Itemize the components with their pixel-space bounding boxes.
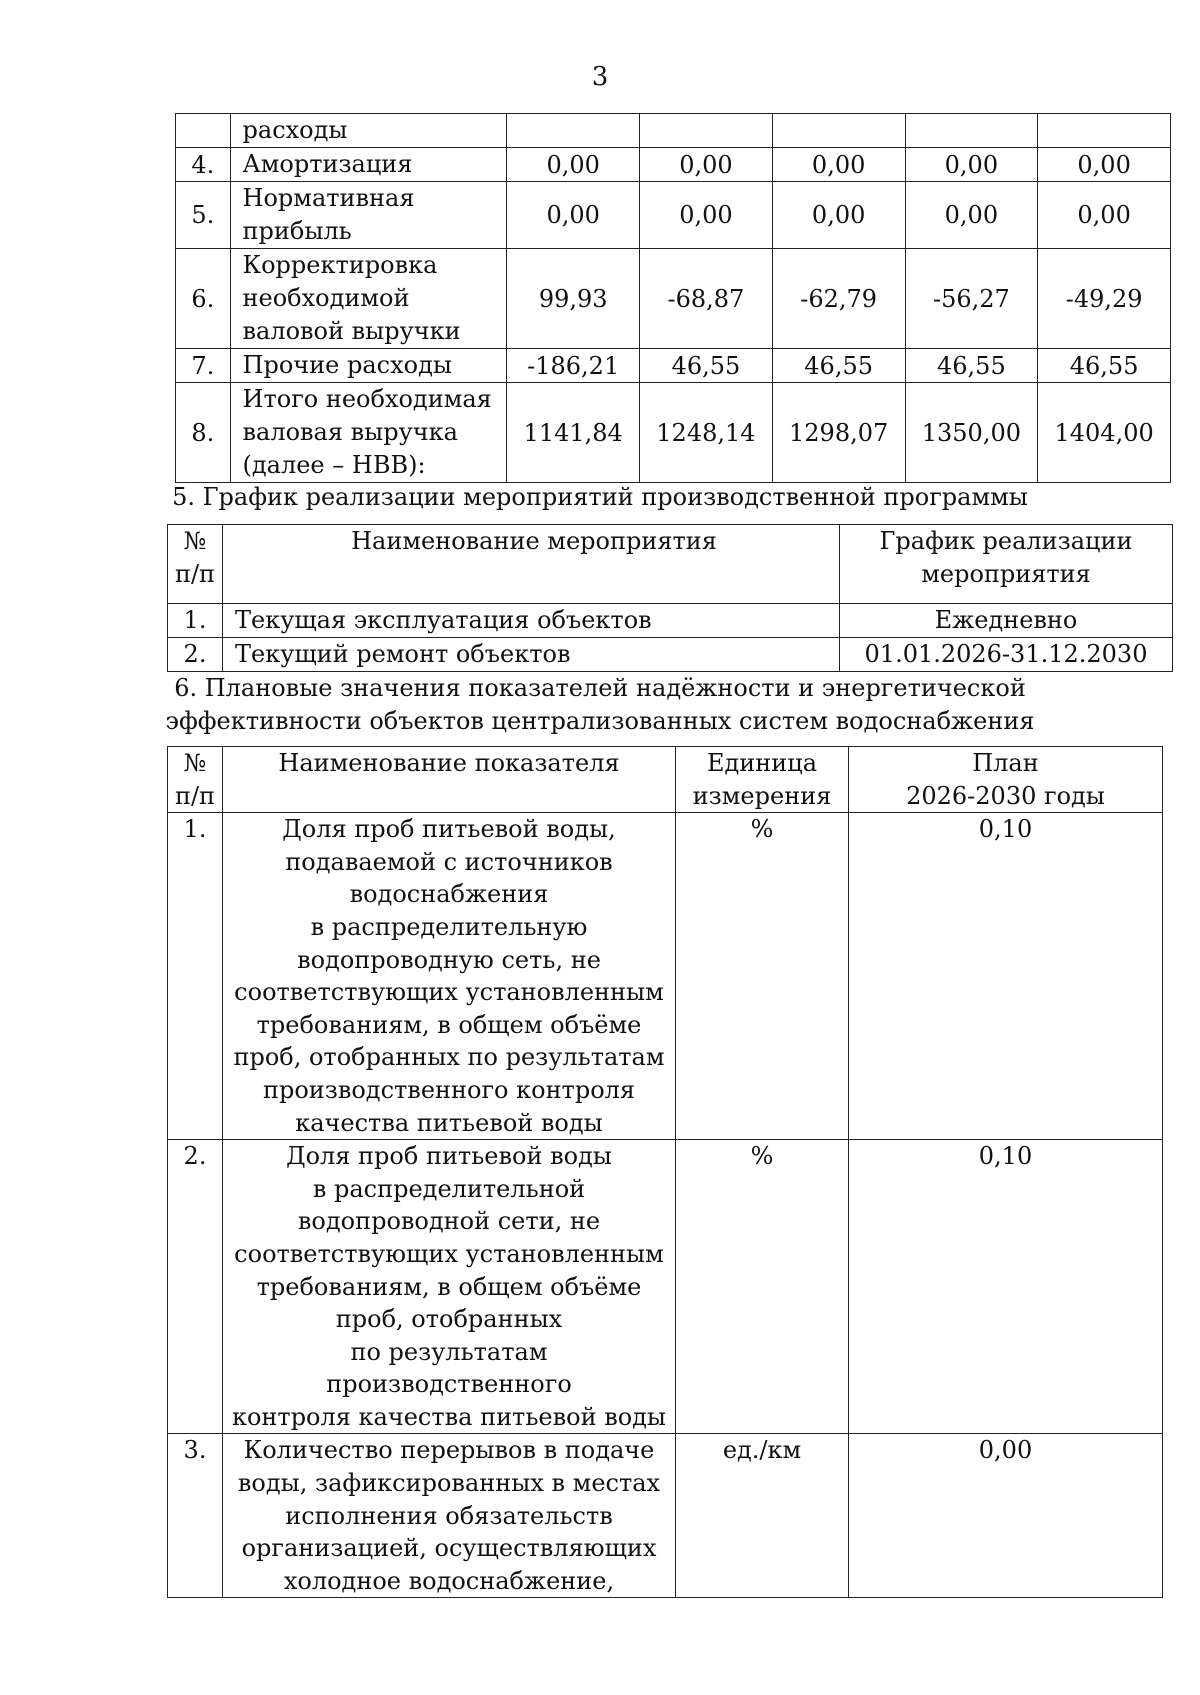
row-indicator-line: качества питьевой воды xyxy=(295,1108,603,1137)
row-value: 0,00 xyxy=(905,148,1038,182)
row-value: 99,93 xyxy=(507,249,640,349)
row-value: 0,00 xyxy=(1038,148,1171,182)
row-plan-value: 0,10 xyxy=(849,813,1163,1140)
row-unit: ед./км xyxy=(676,1434,849,1598)
table-row xyxy=(176,114,1171,148)
row-value: -49,29 xyxy=(1038,249,1171,349)
indicators-header-row xyxy=(168,747,1163,813)
header-plan xyxy=(849,747,1163,813)
section6-title-line: эффективности объектов централизованных систем водоснабжения xyxy=(165,707,1035,735)
row-name-line: необходимой xyxy=(242,284,410,312)
header-num-line: № xyxy=(183,527,207,555)
row-value: -62,79 xyxy=(772,249,905,349)
header-schedule-line: График реализации xyxy=(879,527,1133,555)
schedule-table xyxy=(167,524,1173,672)
row-indicator-line: холодное водоснабжение, xyxy=(283,1566,615,1595)
row-name-line: прибыль xyxy=(242,217,352,245)
row-value: 46,55 xyxy=(905,349,1038,383)
header-num-line: п/п xyxy=(174,560,216,588)
row-name-line: валовая выручка xyxy=(242,418,458,446)
row-value: 0,00 xyxy=(640,182,773,249)
header-num xyxy=(168,525,223,604)
row-value: 46,55 xyxy=(772,349,905,383)
table-row xyxy=(168,813,1163,1140)
header-num-line: п/п xyxy=(174,781,216,810)
row-name-line: валовой выручки xyxy=(242,317,461,345)
row-value: 1141,84 xyxy=(507,383,640,483)
row-indicator-line: соответствующих установленным xyxy=(234,1239,664,1268)
row-indicator-line: Доля проб питьевой воды xyxy=(286,1142,612,1171)
table-row xyxy=(176,148,1171,182)
row-indicator-line: подаваемой с источников xyxy=(285,847,613,876)
row-indicator-line: по результатам производственного xyxy=(326,1337,572,1399)
header-num-line: № xyxy=(183,749,207,777)
header-num xyxy=(168,747,223,813)
row-indicator-line: Доля проб питьевой воды, xyxy=(282,815,616,844)
row-name-line: Корректировка xyxy=(242,251,438,279)
header-unit xyxy=(676,747,849,813)
row-name xyxy=(230,249,507,349)
indicators-table xyxy=(167,746,1163,1598)
header-indicator-name: Наименование показателя xyxy=(223,747,676,813)
row-schedule: Ежедневно xyxy=(840,604,1173,638)
row-unit: % xyxy=(676,813,849,1140)
row-name xyxy=(230,114,507,148)
row-num: 7. xyxy=(176,349,231,383)
row-indicator-line: в распределительную xyxy=(310,912,588,941)
page-number: 3 xyxy=(591,62,609,92)
row-num: 3. xyxy=(168,1434,223,1598)
row-value: 0,00 xyxy=(1038,182,1171,249)
row-indicator-line: Количество перерывов в подаче xyxy=(243,1436,655,1465)
row-name xyxy=(230,182,507,249)
row-name xyxy=(230,349,507,383)
row-indicator-line: контроля качества питьевой воды xyxy=(231,1402,667,1431)
table-row xyxy=(176,349,1171,383)
row-name-line: Амортизация xyxy=(242,150,413,178)
row-name xyxy=(230,383,507,483)
row-indicator-line: исполнения обязательств xyxy=(285,1501,613,1530)
header-event-name: Наименование мероприятия xyxy=(223,525,840,604)
row-value xyxy=(905,114,1038,148)
row-name-line: Прочие расходы xyxy=(242,351,452,379)
row-value: 46,55 xyxy=(640,349,773,383)
finance-table xyxy=(175,113,1171,483)
row-indicator-name xyxy=(223,1140,676,1434)
header-unit-line: Единица xyxy=(706,749,818,777)
row-value: 0,00 xyxy=(772,148,905,182)
schedule-header-row xyxy=(168,525,1173,604)
header-plan-line: 2026-2030 годы xyxy=(906,781,1105,810)
row-event-name: Текущий ремонт объектов xyxy=(223,638,840,672)
row-value: 0,00 xyxy=(507,148,640,182)
row-schedule: 01.01.2026-31.12.2030 xyxy=(840,638,1173,672)
table-row xyxy=(168,1140,1163,1434)
row-indicator-name xyxy=(223,1434,676,1598)
row-indicator-line: требованиям, в общем объёме xyxy=(256,1272,642,1301)
table-row xyxy=(176,249,1171,349)
row-name-line: (далее – НВВ): xyxy=(242,451,426,479)
row-num: 6. xyxy=(176,249,231,349)
row-indicator-line: водоснабжения xyxy=(349,880,549,909)
row-indicator-line: проб, отобранных xyxy=(335,1305,563,1334)
row-indicator-line: водопроводную сеть, не xyxy=(297,945,601,974)
row-unit: % xyxy=(676,1140,849,1434)
row-value: 1248,14 xyxy=(640,383,773,483)
row-value xyxy=(640,114,773,148)
row-value: 0,00 xyxy=(772,182,905,249)
row-value: 0,00 xyxy=(507,182,640,249)
row-num: 8. xyxy=(176,383,231,483)
row-num: 2. xyxy=(168,638,223,672)
row-value: 46,55 xyxy=(1038,349,1171,383)
row-name-line: Итого необходимая xyxy=(242,385,492,413)
row-value: -56,27 xyxy=(905,249,1038,349)
row-num: 5. xyxy=(176,182,231,249)
row-num: 2. xyxy=(168,1140,223,1434)
row-indicator-line: соответствующих установленным xyxy=(234,978,664,1007)
section5-title: 5. График реализации мероприятий производственной программы xyxy=(172,483,1028,511)
row-plan-value: 0,00 xyxy=(849,1434,1163,1598)
header-unit-line: измерения xyxy=(692,781,832,810)
table-row xyxy=(168,1434,1163,1598)
row-indicator-line: водопроводной сети, не xyxy=(297,1207,601,1236)
row-num: 1. xyxy=(168,813,223,1140)
row-num xyxy=(176,114,231,148)
row-value: 1298,07 xyxy=(772,383,905,483)
row-name-line: расходы xyxy=(242,116,348,144)
row-indicator-line: проб, отобранных по результатам xyxy=(233,1043,665,1072)
row-event-name: Текущая эксплуатация объектов xyxy=(223,604,840,638)
row-value: 1404,00 xyxy=(1038,383,1171,483)
row-indicator-line: требованиям, в общем объёме xyxy=(256,1010,642,1039)
row-indicator-line: производственного контроля xyxy=(262,1075,636,1104)
section6-title-line: 6. Плановые значения показателей надёжности и энергетической xyxy=(174,674,1026,702)
table-row xyxy=(168,604,1173,638)
row-indicator-line: воды, зафиксированных в местах xyxy=(237,1469,661,1498)
row-value: -68,87 xyxy=(640,249,773,349)
row-value xyxy=(772,114,905,148)
table-row xyxy=(176,383,1171,483)
header-schedule xyxy=(840,525,1173,604)
row-name-line: Нормативная xyxy=(242,184,415,212)
table-row xyxy=(168,638,1173,672)
row-value xyxy=(1038,114,1171,148)
row-num: 4. xyxy=(176,148,231,182)
row-value: 1350,00 xyxy=(905,383,1038,483)
row-value: 0,00 xyxy=(640,148,773,182)
row-indicator-name xyxy=(223,813,676,1140)
row-name xyxy=(230,148,507,182)
table-row xyxy=(176,182,1171,249)
row-num: 1. xyxy=(168,604,223,638)
row-value: 0,00 xyxy=(905,182,1038,249)
row-value: -186,21 xyxy=(507,349,640,383)
row-plan-value: 0,10 xyxy=(849,1140,1163,1434)
row-indicator-line: организацией, осуществляющих xyxy=(241,1534,657,1563)
header-schedule-line: мероприятия xyxy=(921,560,1091,588)
row-value xyxy=(507,114,640,148)
row-indicator-line: в распределительной xyxy=(312,1174,586,1203)
section6-title xyxy=(0,672,1200,738)
header-plan-line: План xyxy=(972,749,1039,777)
